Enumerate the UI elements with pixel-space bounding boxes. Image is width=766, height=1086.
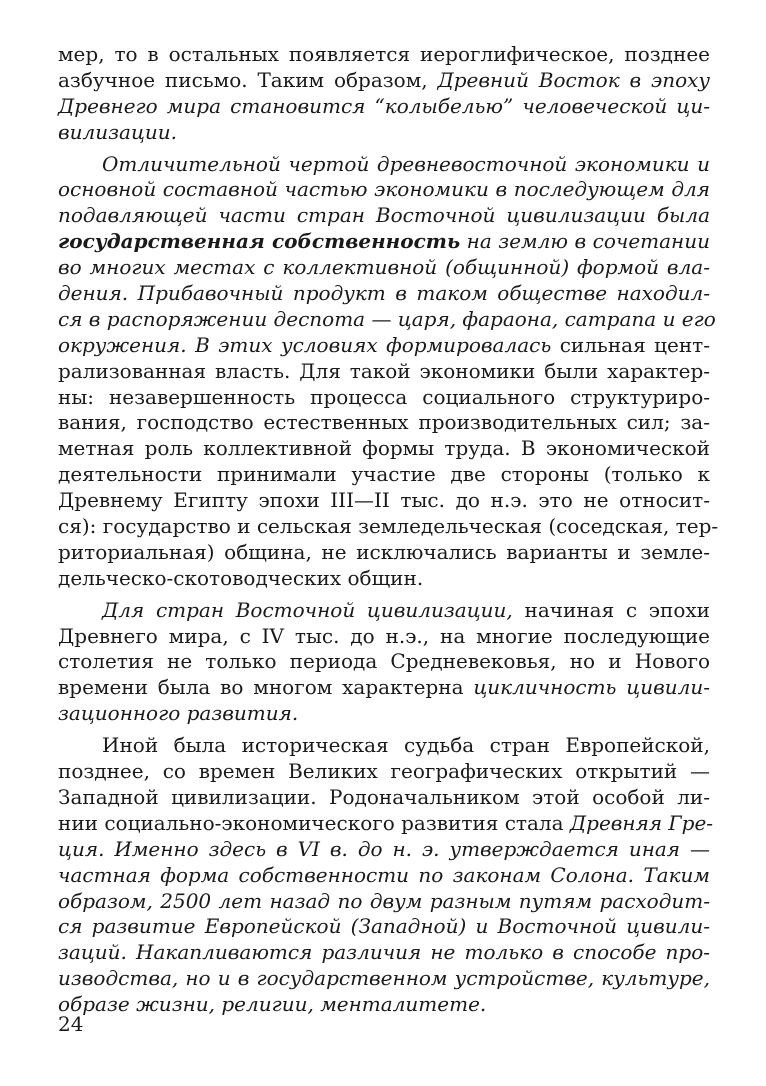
text-line: [58, 152, 710, 178]
text-line: [58, 120, 710, 146]
text-line: [58, 759, 710, 785]
text-run: Западной цивилизации. Родоначальником этой особой ли-: [58, 784, 710, 809]
text-line: [58, 229, 710, 255]
text-run: метная роль коллективной формы труда. В экономической: [58, 436, 710, 461]
text-line: [58, 733, 710, 759]
text-line: [58, 203, 710, 229]
text-run: окружения. В этих условиях формировалась: [58, 332, 552, 357]
text-line: [58, 914, 710, 940]
text-line: [58, 992, 710, 1018]
text-line: [58, 701, 710, 727]
text-run: основной составной частью экономики в последующем для: [58, 177, 710, 202]
text-line: [58, 889, 710, 915]
text-line: [58, 42, 710, 68]
text-run: вания, господство естественных производительных сил; за-: [58, 410, 710, 435]
text-run: образом, 2500 лет назад по двум разным путям расходит-: [58, 888, 710, 913]
text-run: зационного развития.: [58, 701, 299, 726]
text-run: дения. Прибавочный продукт в таком обществе находил-: [58, 281, 710, 306]
text-run: деятельности принимали участие две стороны (только к: [58, 462, 710, 487]
text-run: мер, то в остальных появляется иероглифическое, позднее: [58, 42, 710, 66]
text-run: на землю в сочетании: [460, 229, 710, 254]
text-line: [58, 281, 710, 307]
text-run: сильная цент-: [551, 332, 711, 357]
text-run: ны: незавершенность процесса социального структуриро-: [58, 384, 710, 409]
text-run: времени была во многом характерна: [58, 675, 474, 700]
text-run: вилизации.: [58, 119, 178, 144]
text-line: [58, 785, 710, 811]
text-line: [58, 177, 710, 203]
text-run: Для стран Восточной цивилизации,: [102, 597, 513, 622]
text-run: Древняя Гре-: [569, 810, 714, 835]
text-run: ся развитие Европейской (Западной) и Восточной цивили-: [58, 914, 710, 939]
text-run: позднее, со времен Великих географических открытий —: [58, 759, 710, 784]
text-line: [58, 540, 710, 566]
text-line: [58, 306, 716, 333]
text-line: [58, 436, 710, 462]
text-line: [58, 966, 710, 992]
text-line: [58, 649, 710, 675]
paragraph-2: [58, 151, 719, 592]
text-run: Отличительной чертой древневосточной экономики и: [102, 151, 710, 176]
text-line: [58, 675, 710, 701]
text-line: [58, 837, 710, 863]
text-line: [58, 863, 710, 889]
text-line: [58, 333, 710, 359]
text-line: [58, 598, 710, 624]
text-line: [58, 624, 710, 650]
text-run: ся): государство и сельская земледельческая (соседская, тер-: [58, 514, 719, 539]
text-run: столетия не только периода Средневековья, но и Нового: [58, 649, 710, 674]
text-line: [58, 462, 710, 488]
text-run: частная форма собственности по законам Солона. Таким: [58, 862, 710, 887]
text-run: риториальная) община, не исключались варианты и земле-: [58, 539, 710, 564]
text-run: цикличность цивили-: [473, 675, 710, 700]
text-run: ся в распоряжении деспота — царя, фараона, сатрапа и его: [58, 306, 716, 331]
text-line: [58, 255, 710, 281]
text-run: подавляющей части стран Восточной цивилизации была: [58, 203, 710, 228]
text-line: [58, 940, 710, 966]
paragraph-3: [58, 598, 710, 727]
text-run: начиная с эпохи: [512, 597, 710, 622]
text-line: [58, 488, 710, 514]
text-run: ция. Именно здесь в VI в. до н. э. утверждается иная —: [58, 836, 710, 861]
paragraph-1: [58, 42, 710, 146]
page-body: [58, 42, 719, 1018]
text-run: Древний Восток в эпоху: [437, 67, 710, 92]
text-run: Древнего мира, с IV тыс. до н.э., на многие последующие: [58, 623, 710, 648]
text-run: нии социально-экономического развития стала: [58, 810, 570, 835]
text-run: азбучное письмо. Таким образом,: [58, 67, 438, 92]
text-run: во многих местах с коллективной (общинной) формой вла-: [58, 255, 710, 280]
text-run: заций. Накапливаются различия не только в способе про-: [58, 940, 710, 965]
text-line: [58, 410, 710, 436]
text-line: [58, 566, 710, 592]
text-run: Иной была историческая судьба стран Европейской,: [102, 733, 710, 758]
text-run: дельческо-скотоводческих общин.: [58, 565, 424, 590]
text-run: изводства, но и в государственном устройстве, культуре,: [58, 966, 710, 991]
text-line: [58, 68, 710, 94]
bold-term: государственная собственность: [58, 229, 461, 254]
text-run: рализованная власть. Для такой экономики были характер-: [58, 358, 710, 383]
text-run: образе жизни, религии, менталитете.: [58, 992, 487, 1017]
text-run: Древнего мира становится “колыбелью” человеческой ци-: [58, 93, 710, 118]
text-line: [58, 810, 714, 837]
text-line: [58, 94, 710, 120]
text-line: [58, 385, 710, 411]
paragraph-4: [58, 733, 714, 1018]
text-line: [58, 514, 719, 540]
page-number: 24: [58, 1012, 84, 1036]
text-run: Древнему Египту эпохи III—II тыс. до н.э. это не относит-: [58, 488, 710, 513]
text-line: [58, 359, 710, 385]
